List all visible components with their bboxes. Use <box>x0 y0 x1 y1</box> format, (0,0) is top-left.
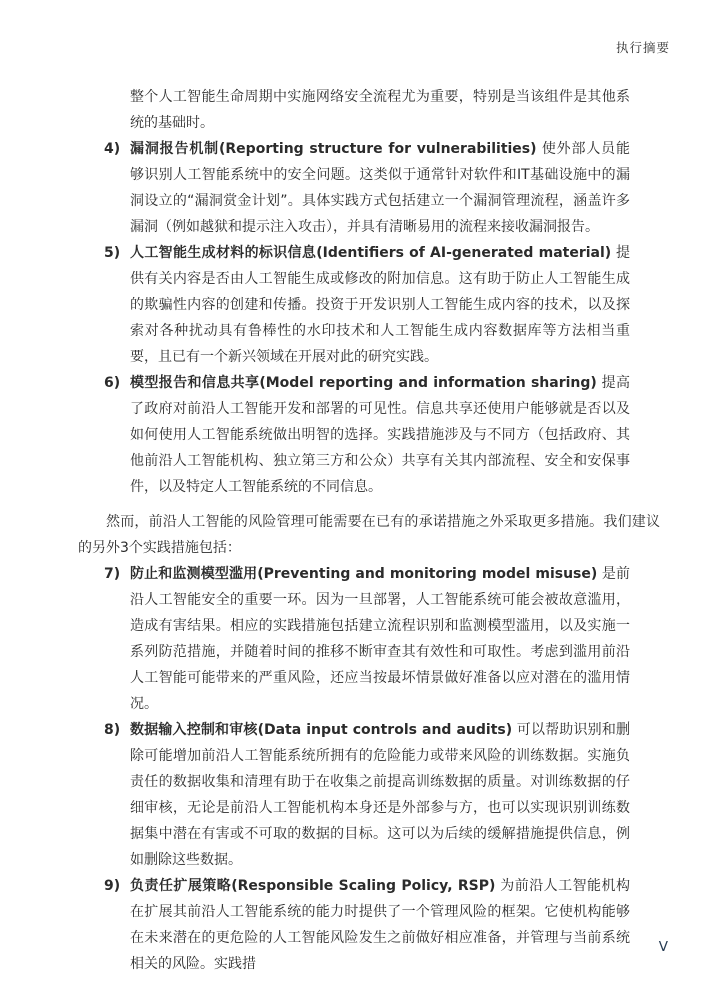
item-body: 使外部人员能够识别人工智能系统中的安全问题。这类似于通常针对软件和IT基础设施中的漏洞设立的“漏洞赏金计划”。具体实践方式包括建立一个漏洞管理流程，涵盖许多漏洞（例如越狱和提示注入攻击），并具有清晰易用的流程来接收漏洞报告。 <box>130 141 631 235</box>
item-number: 4) <box>104 141 121 157</box>
page-content <box>78 84 660 977</box>
transition-paragraph: 然而，前沿人工智能的风险管理可能需要在已有的承诺措施之外采取更多措施。我们建议的另外3个实践措施包括： <box>78 514 660 556</box>
page-number: V <box>658 939 668 955</box>
item-title: 模型报告和信息共享(Model reporting and information sharing) <box>130 375 597 391</box>
list-item-7 <box>78 561 660 717</box>
item-title: 防止和监测模型滥用(Preventing and monitoring model misuse) <box>130 566 598 582</box>
item-title: 负责任扩展策略(Responsible Scaling Policy, RSP) <box>130 878 496 894</box>
item-number: 6) <box>104 375 121 391</box>
item-number: 8) <box>104 722 121 738</box>
list-item-4 <box>78 136 660 240</box>
item-body: 可以帮助识别和删除可能增加前沿人工智能系统所拥有的危险能力或带来风险的训练数据。实施负责任的数据收集和清理有助于在收集之前提高训练数据的质量。对训练数据的仔细审核，无论是前沿人工智能机构本身还是外部参与方，也可以实现识别训练数据集中潜在有害或不可取的数据的目标。这可以为后续的缓解措施提供信息，例如删除这些数据。 <box>130 722 631 868</box>
item-number: 9) <box>104 878 121 894</box>
list-item-8 <box>78 717 660 873</box>
item-body: 提高了政府对前沿人工智能开发和部署的可见性。信息共享还使用户能够就是否以及如何使用人工智能系统做出明智的选择。实践措施涉及与不同方（包括政府、其他前沿人工智能机构、独立第三方和公众）共享有关其内部流程、安全和安保事件，以及特定人工智能系统的不同信息。 <box>130 375 630 495</box>
item-title: 漏洞报告机制(Reporting structure for vulnerabilities) <box>130 141 537 157</box>
item-body: 是前沿人工智能安全的重要一环。因为一旦部署，人工智能系统可能会被故意滥用，造成有害结果。相应的实践措施包括建立流程识别和监测模型滥用，以及实施一系列防范措施，并随着时间的推移不断审查其有效性和可取性。考虑到滥用前沿人工智能可能带来的严重风险，还应当按最坏情景做好准备以应对潜在的滥用情况。 <box>130 566 631 712</box>
item-title: 数据输入控制和审核(Data input controls and audits) <box>130 722 513 738</box>
list-item-6 <box>78 370 660 500</box>
item-number: 5) <box>104 245 121 261</box>
item-title: 人工智能生成材料的标识信息(Identifiers of AI-generated material) <box>130 245 612 261</box>
list-item-9 <box>78 873 660 977</box>
running-header: 执行摘要 <box>615 40 670 55</box>
continuation-paragraph: 整个人工智能生命周期中实施网络安全流程尤为重要，特别是当该组件是其他系统的基础时。 <box>130 89 630 131</box>
item-body: 提供有关内容是否由人工智能生成或修改的附加信息。这有助于防止人工智能生成的欺骗性内容的创建和传播。投资于开发识别人工智能生成内容的技术，以及探索对各种扰动具有鲁棒性的水印技术和人工智能生成内容数据库等方法相当重要，且已有一个新兴领域在开展对此的研究实践。 <box>130 245 630 365</box>
item-number: 7) <box>104 566 121 582</box>
item-body: 为前沿人工智能机构在扩展其前沿人工智能系统的能力时提供了一个管理风险的框架。它使机构能够在未来潜在的更危险的人工智能风险发生之前做好相应准备，并管理与当前系统相关的风险。实践措 <box>130 878 630 972</box>
list-item-5 <box>78 240 660 370</box>
